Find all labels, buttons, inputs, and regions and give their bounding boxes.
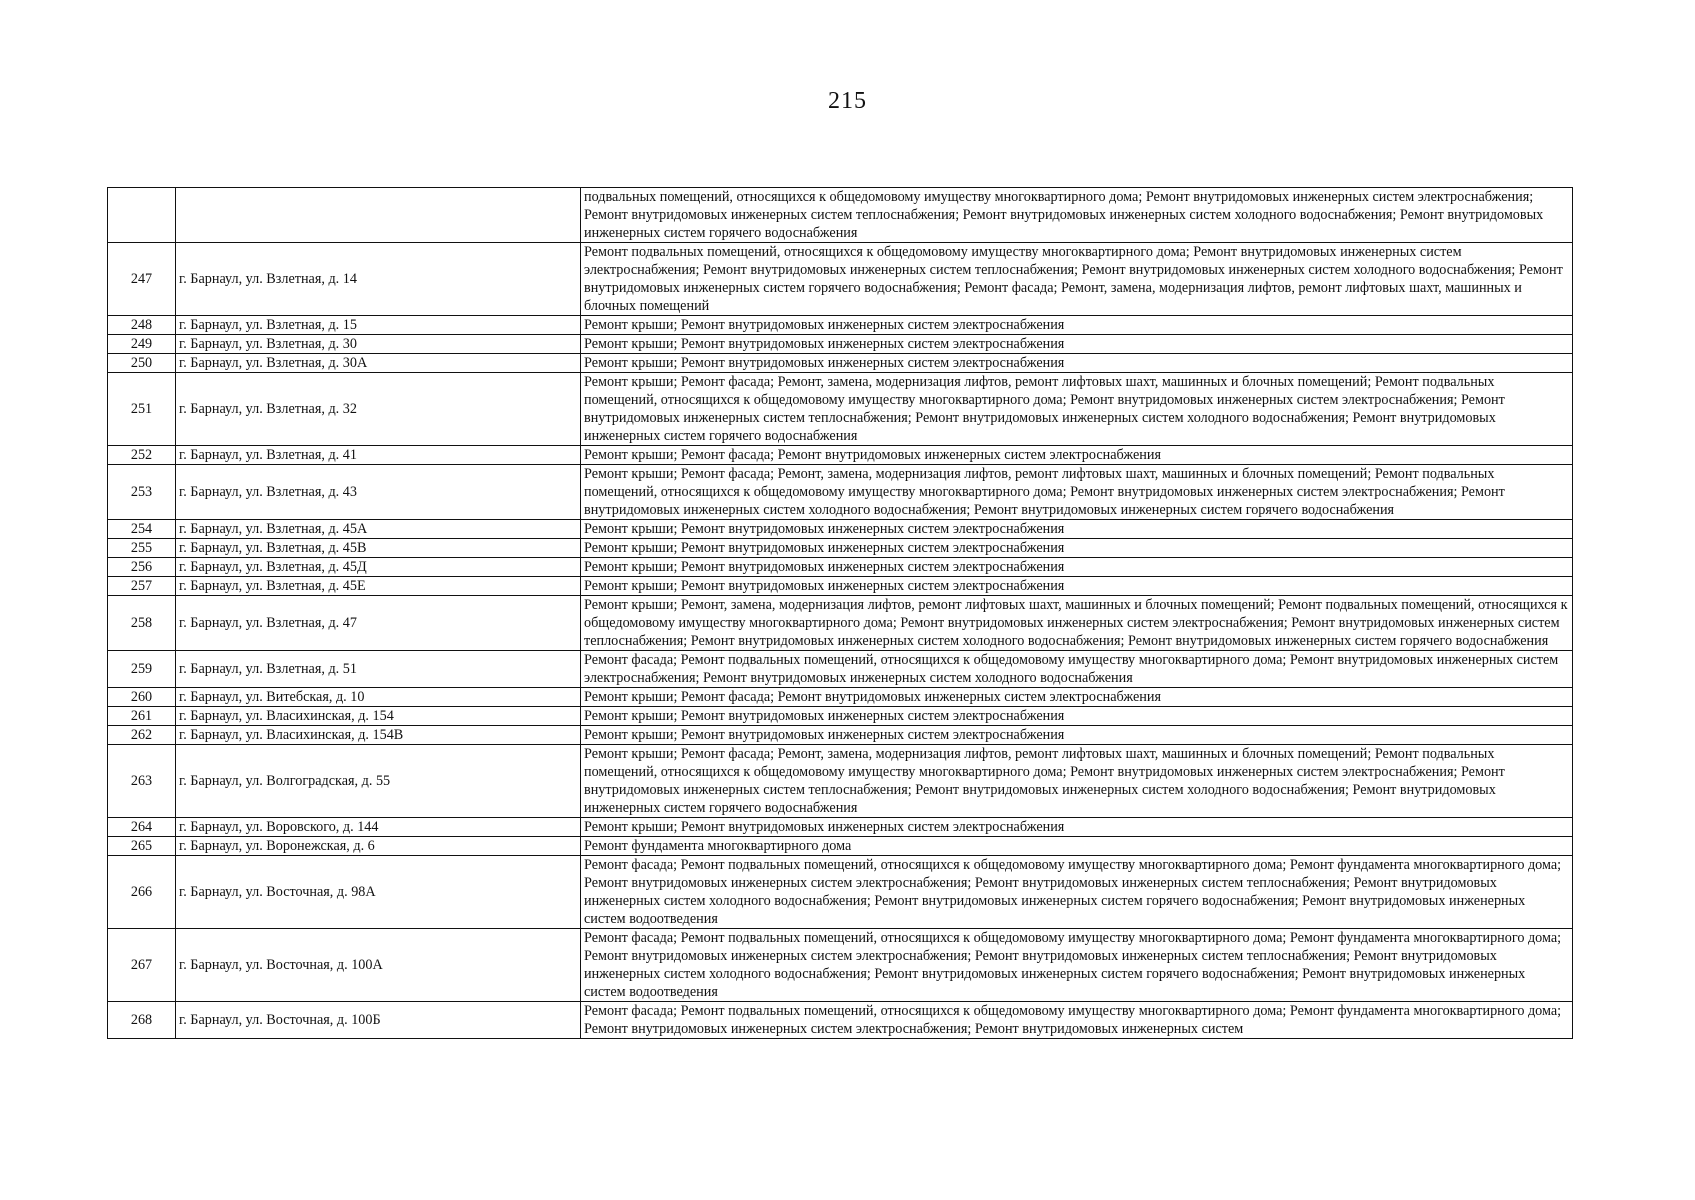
row-address: г. Барнаул, ул. Взлетная, д. 30 [176,335,581,354]
table-row [108,726,1573,745]
row-address: г. Барнаул, ул. Взлетная, д. 41 [176,446,581,465]
page-number: 215 [828,88,867,114]
row-address: г. Барнаул, ул. Волгоградская, д. 55 [176,745,581,818]
row-works: Ремонт фасада; Ремонт подвальных помещений, относящихся к общедомовому имуществу многоквартирного дома; Ремонт внутридомовых инженерных систем электроснабжения; Ремонт внутридомовых инженерных систем холодного водоснабжения [581,651,1573,688]
row-number: 250 [108,354,176,373]
table-row [108,316,1573,335]
row-works: Ремонт крыши; Ремонт фасада; Ремонт, замена, модернизация лифтов, ремонт лифтовых шахт, машинных и блочных помещений; Ремонт подвальных помещений, относящихся к общедомовому имуществу многоквартирного дома; Ремонт внутридомовых инженерных систем электроснабжения; Ремонт внутридомовых инженерных систем холодного водоснабжения; Ремонт внутридомовых инженерных систем горячего водоснабжения [581,465,1573,520]
row-works: Ремонт крыши; Ремонт внутридомовых инженерных систем электроснабжения [581,335,1573,354]
row-works: Ремонт крыши; Ремонт внутридомовых инженерных систем электроснабжения [581,316,1573,335]
row-number: 254 [108,520,176,539]
row-number: 266 [108,856,176,929]
row-address: г. Барнаул, ул. Взлетная, д. 45В [176,539,581,558]
row-address: г. Барнаул, ул. Власихинская, д. 154 [176,707,581,726]
table-row [108,243,1573,316]
row-number: 262 [108,726,176,745]
row-works: Ремонт крыши; Ремонт внутридомовых инженерных систем электроснабжения [581,539,1573,558]
row-number: 268 [108,1002,176,1039]
row-address: г. Барнаул, ул. Витебская, д. 10 [176,688,581,707]
row-works: Ремонт подвальных помещений, относящихся к общедомовому имуществу многоквартирного дома; Ремонт внутридомовых инженерных систем электроснабжения; Ремонт внутридомовых инженерных систем теплоснабжения; Ремонт внутридомовых инженерных систем холодного водоснабжения; Ремонт внутридомовых инженерных систем горячего водоснабжения; Ремонт фасада; Ремонт, замена, модернизация лифтов, ремонт лифтовых шахт, машинных и блочных помещений [581,243,1573,316]
row-number: 260 [108,688,176,707]
row-address: г. Барнаул, ул. Взлетная, д. 47 [176,596,581,651]
row-number: 252 [108,446,176,465]
row-number: 258 [108,596,176,651]
row-address [176,188,581,243]
table-row [108,465,1573,520]
table-row [108,929,1573,1002]
row-number: 255 [108,539,176,558]
table-row [108,446,1573,465]
row-works: Ремонт фасада; Ремонт подвальных помещений, относящихся к общедомовому имуществу многоквартирного дома; Ремонт фундамента многоквартирного дома; Ремонт внутридомовых инженерных систем электроснабжения; Ремонт внутридомовых инженерных систем теплоснабжения; Ремонт внутридомовых инженерных систем холодного водоснабжения; Ремонт внутридомовых инженерных систем горячего водоснабжения; Ремонт внутридомовых инженерных систем водоотведения [581,856,1573,929]
table-row [108,373,1573,446]
row-works: Ремонт крыши; Ремонт внутридомовых инженерных систем электроснабжения [581,354,1573,373]
row-number: 267 [108,929,176,1002]
row-address: г. Барнаул, ул. Взлетная, д. 45Е [176,577,581,596]
row-number: 249 [108,335,176,354]
row-works: Ремонт крыши; Ремонт, замена, модернизация лифтов, ремонт лифтовых шахт, машинных и блочных помещений; Ремонт подвальных помещений, относящихся к общедомовому имуществу многоквартирного дома; Ремонт внутридомовых инженерных систем электроснабжения; Ремонт внутридомовых инженерных систем теплоснабжения; Ремонт внутридомовых инженерных систем холодного водоснабжения; Ремонт внутридомовых инженерных систем горячего водоснабжения [581,596,1573,651]
row-number: 265 [108,837,176,856]
row-number: 253 [108,465,176,520]
table-row [108,707,1573,726]
table-row [108,745,1573,818]
repair-register-table [107,187,1573,1039]
row-works: подвальных помещений, относящихся к общедомовому имуществу многоквартирного дома; Ремонт внутридомовых инженерных систем электроснабжения; Ремонт внутридомовых инженерных систем теплоснабжения; Ремонт внутридомовых инженерных систем холодного водоснабжения; Ремонт внутридомовых инженерных систем горячего водоснабжения [581,188,1573,243]
row-address: г. Барнаул, ул. Взлетная, д. 51 [176,651,581,688]
table-row [108,520,1573,539]
row-works: Ремонт фасада; Ремонт подвальных помещений, относящихся к общедомовому имуществу многоквартирного дома; Ремонт фундамента многоквартирного дома; Ремонт внутридомовых инженерных систем электроснабжения; Ремонт внутридомовых инженерных систем [581,1002,1573,1039]
table-row [108,577,1573,596]
row-works: Ремонт крыши; Ремонт внутридомовых инженерных систем электроснабжения [581,707,1573,726]
row-address: г. Барнаул, ул. Восточная, д. 100А [176,929,581,1002]
row-number: 259 [108,651,176,688]
table-row [108,558,1573,577]
row-works: Ремонт крыши; Ремонт фасада; Ремонт, замена, модернизация лифтов, ремонт лифтовых шахт, машинных и блочных помещений; Ремонт подвальных помещений, относящихся к общедомовому имуществу многоквартирного дома; Ремонт внутридомовых инженерных систем электроснабжения; Ремонт внутридомовых инженерных систем теплоснабжения; Ремонт внутридомовых инженерных систем холодного водоснабжения; Ремонт внутридомовых инженерных систем горячего водоснабжения [581,745,1573,818]
row-works: Ремонт крыши; Ремонт внутридомовых инженерных систем электроснабжения [581,577,1573,596]
row-address: г. Барнаул, ул. Восточная, д. 98А [176,856,581,929]
row-works: Ремонт крыши; Ремонт внутридомовых инженерных систем электроснабжения [581,520,1573,539]
table-row [108,818,1573,837]
row-number: 256 [108,558,176,577]
table-row [108,539,1573,558]
row-address: г. Барнаул, ул. Взлетная, д. 43 [176,465,581,520]
row-works: Ремонт крыши; Ремонт внутридомовых инженерных систем электроснабжения [581,818,1573,837]
row-works: Ремонт крыши; Ремонт фасада; Ремонт внутридомовых инженерных систем электроснабжения [581,446,1573,465]
table-row [108,188,1573,243]
row-number: 248 [108,316,176,335]
row-address: г. Барнаул, ул. Власихинская, д. 154В [176,726,581,745]
table-row [108,856,1573,929]
row-number: 263 [108,745,176,818]
row-address: г. Барнаул, ул. Воронежская, д. 6 [176,837,581,856]
row-works: Ремонт крыши; Ремонт внутридомовых инженерных систем электроснабжения [581,726,1573,745]
table-row [108,335,1573,354]
row-address: г. Барнаул, ул. Взлетная, д. 14 [176,243,581,316]
row-number: 264 [108,818,176,837]
row-works: Ремонт фундамента многоквартирного дома [581,837,1573,856]
row-works: Ремонт крыши; Ремонт внутридомовых инженерных систем электроснабжения [581,558,1573,577]
row-address: г. Барнаул, ул. Взлетная, д. 15 [176,316,581,335]
table-row [108,688,1573,707]
row-number: 257 [108,577,176,596]
table-row [108,651,1573,688]
row-number: 247 [108,243,176,316]
table-row [108,1002,1573,1039]
row-address: г. Барнаул, ул. Воровского, д. 144 [176,818,581,837]
row-works: Ремонт фасада; Ремонт подвальных помещений, относящихся к общедомовому имуществу многоквартирного дома; Ремонт фундамента многоквартирного дома; Ремонт внутридомовых инженерных систем электроснабжения; Ремонт внутридомовых инженерных систем теплоснабжения; Ремонт внутридомовых инженерных систем холодного водоснабжения; Ремонт внутридомовых инженерных систем горячего водоснабжения; Ремонт внутридомовых инженерных систем водоотведения [581,929,1573,1002]
table-row [108,354,1573,373]
row-address: г. Барнаул, ул. Взлетная, д. 45Д [176,558,581,577]
row-number: 261 [108,707,176,726]
row-number: 251 [108,373,176,446]
table-row [108,596,1573,651]
row-works: Ремонт крыши; Ремонт фасада; Ремонт, замена, модернизация лифтов, ремонт лифтовых шахт, машинных и блочных помещений; Ремонт подвальных помещений, относящихся к общедомовому имуществу многоквартирного дома; Ремонт внутридомовых инженерных систем электроснабжения; Ремонт внутридомовых инженерных систем теплоснабжения; Ремонт внутридомовых инженерных систем холодного водоснабжения; Ремонт внутридомовых инженерных систем горячего водоснабжения [581,373,1573,446]
table-row [108,837,1573,856]
row-number [108,188,176,243]
row-works: Ремонт крыши; Ремонт фасада; Ремонт внутридомовых инженерных систем электроснабжения [581,688,1573,707]
row-address: г. Барнаул, ул. Взлетная, д. 45А [176,520,581,539]
row-address: г. Барнаул, ул. Взлетная, д. 32 [176,373,581,446]
row-address: г. Барнаул, ул. Взлетная, д. 30А [176,354,581,373]
row-address: г. Барнаул, ул. Восточная, д. 100Б [176,1002,581,1039]
